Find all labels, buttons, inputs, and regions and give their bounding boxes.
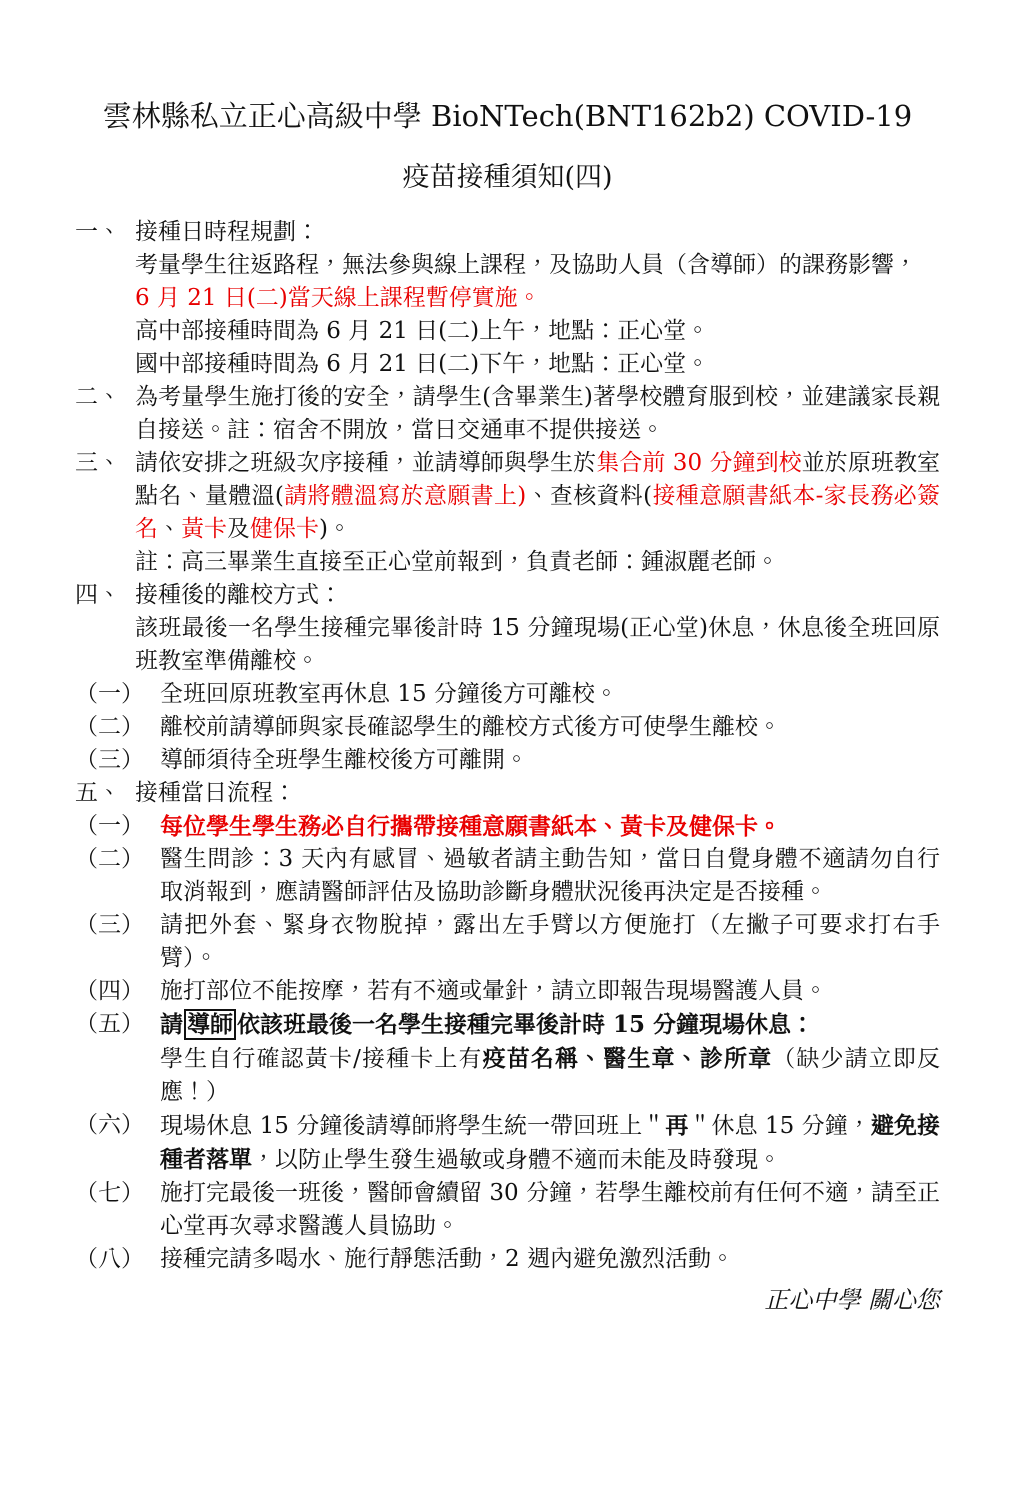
section-5-item-2-text: 醫生問診：3 天內有感冒、過敏者請主動告知，當日自覺身體不適請勿自行取消報到，應請醫師評估及協助診斷身體狀況後再決定是否接種。 — [160, 846, 940, 905]
section-1-line-junior-high-time: 國中部接種時間為 6 月 21 日(二)下午，地點：正心堂。 — [135, 351, 710, 377]
section-5-item-6-text-3: ，以防止學生發生過敏或身體不適而未能及時發現。 — [252, 1147, 781, 1173]
section-5-item-8-number: （八） — [75, 1246, 144, 1272]
section-5-item-5-boxed-teacher: 導師 — [184, 1009, 236, 1040]
section-3-text-4: 、 — [158, 516, 181, 542]
section-5-item-5-number: （五） — [75, 1011, 144, 1037]
section-5-item-4-text: 施打部位不能按摩，若有不適或暈針，請立即報告現場醫護人員。 — [160, 978, 827, 1004]
section-5-item-6-text-2: ＂休息 15 分鐘， — [688, 1113, 871, 1139]
section-5-item-6-number: （六） — [75, 1112, 144, 1138]
section-3-red-consent-form: 接種意願書紙本-家長務必簽名 — [135, 483, 940, 542]
section-3-text-3: 、查核資料( — [526, 483, 653, 509]
section-3-paragraph — [135, 447, 940, 546]
section-2-content — [135, 381, 940, 447]
section-5-item-6-text-1: 現場休息 15 分鐘後請導師將學生統一帶回班上＂ — [160, 1113, 666, 1139]
section-1-number: 一、 — [75, 219, 121, 245]
section-4-item-3 — [75, 744, 940, 777]
section-3-text-6: )。 — [319, 516, 351, 542]
section-5-item-7 — [75, 1177, 940, 1243]
section-4-number: 四、 — [75, 582, 121, 608]
section-1-line-senior-high-time: 高中部接種時間為 6 月 21 日(二)上午，地點：正心堂。 — [135, 318, 710, 344]
section-4-item-2 — [75, 711, 940, 744]
section-4-item-3-text: 導師須待全班學生離校後方可離開。 — [160, 747, 528, 773]
section-3-red-arrival-time: 集合前 30 分鐘到校 — [596, 450, 802, 476]
section-5-item-2-number: （二） — [75, 846, 144, 872]
section-2 — [75, 381, 940, 447]
section-5-item-6-bold-no-straggler: 避免接種者落單 — [160, 1112, 941, 1173]
section-5-item-3-text: 請把外套、緊身衣物脫掉，露出左手臂以方便施打（左撇子可要求打右手臂）。 — [160, 912, 940, 971]
section-2-number: 二、 — [75, 384, 121, 410]
section-5-item-4 — [75, 975, 940, 1008]
section-5-item-6 — [75, 1109, 940, 1177]
section-3-red-yellow-card: 黃卡 — [181, 516, 227, 542]
section-3-text-2: 並於原班教室點名、量體溫( — [135, 450, 941, 509]
section-5-item-6-text — [160, 1109, 940, 1177]
section-2-paragraph: 為考量學生施打後的安全，請學生(含畢業生)著學校體育服到校，並建議家長親自接送。註：宿舍不開放，當日交通車不提供接送。 — [135, 384, 940, 443]
section-5 — [75, 777, 940, 810]
section-3-number: 三、 — [75, 450, 121, 476]
section-1-heading: 接種日時程規劃： — [135, 219, 319, 245]
section-5-item-7-number: （七） — [75, 1180, 144, 1206]
section-5-item-5-bold-1: 請 — [160, 1011, 183, 1038]
section-4-item-1-number: （一） — [75, 681, 144, 707]
section-5-item-5-heading — [160, 1008, 940, 1042]
section-4-item-1 — [75, 678, 940, 711]
section-1-content — [135, 216, 940, 381]
document-body — [75, 216, 940, 1276]
section-3-red-health-card: 健保卡 — [250, 516, 319, 542]
section-3 — [75, 447, 940, 579]
section-5-item-5 — [75, 1008, 940, 1109]
section-5-number: 五、 — [75, 780, 121, 806]
section-4-item-2-number: （二） — [75, 714, 144, 740]
section-3-note: 註：高三畢業生直接至正心堂前報到，負責老師：鍾淑麗老師。 — [135, 549, 779, 575]
section-4 — [75, 579, 940, 678]
section-3-text-1: 請依安排之班級次序接種，並請導師與學生於 — [135, 450, 597, 476]
section-5-item-7-text: 施打完最後一班後，醫師會續留 30 分鐘，若學生離校前有任何不適，請至正心堂再次尋求醫護人員協助。 — [160, 1180, 940, 1239]
section-5-item-5-detail — [160, 1042, 940, 1109]
section-5-item-5-text-1: 學生自行確認黃卡/接種卡上有 — [160, 1046, 483, 1072]
section-5-item-1 — [75, 810, 940, 843]
section-3-content — [135, 447, 940, 579]
section-4-heading: 接種後的離校方式： — [135, 582, 342, 608]
section-5-heading: 接種當日流程： — [135, 780, 296, 806]
section-5-item-6-bold-again: 再 — [665, 1112, 689, 1139]
section-5-item-4-number: （四） — [75, 978, 144, 1004]
section-4-item-1-text: 全班回原班教室再休息 15 分鐘後方可離校。 — [160, 681, 618, 707]
section-1-line-online-class-suspended: 6 月 21 日(二)當天線上課程暫停實施。 — [135, 285, 541, 311]
section-5-item-3 — [75, 909, 940, 975]
section-4-content — [135, 579, 940, 678]
section-4-item-3-number: （三） — [75, 747, 144, 773]
section-5-item-8-text: 接種完請多喝水、施行靜態活動，2 週內避免激烈活動。 — [160, 1246, 734, 1272]
section-5-item-8 — [75, 1243, 940, 1276]
section-1-line-commute: 考量學生往返路程，無法參與線上課程，及協助人員（含導師）的課務影響， — [135, 252, 917, 278]
section-1 — [75, 216, 940, 381]
section-3-red-temperature-note: 請將體溫寫於意願書上) — [283, 483, 527, 509]
document-subtitle: 疫苗接種須知(四) — [402, 162, 613, 193]
section-5-item-5-bold-stamps: 疫苗名稱、醫生章、診所章 — [482, 1045, 773, 1072]
section-5-item-1-number: （一） — [75, 813, 144, 839]
section-5-item-5-text-2: （缺少請立即反應！） — [160, 1046, 940, 1105]
section-5-item-2 — [75, 843, 940, 909]
section-5-item-5-bold-2: 依該班最後一名學生接種完畢後計時 15 分鐘現場休息： — [237, 1011, 815, 1038]
section-4-paragraph: 該班最後一名學生接種完畢後計時 15 分鐘現場(正心堂)休息，休息後全班回原班教室準備離校。 — [135, 615, 940, 674]
document-signature: 正心中學 關心您 — [764, 1286, 940, 1314]
section-4-item-2-text: 離校前請導師與家長確認學生的離校方式後方可使學生離校。 — [160, 714, 781, 740]
section-5-item-1-red-bold-text: 每位學生學生務必自行攜帶接種意願書紙本、黃卡及健保卡。 — [160, 813, 781, 840]
section-5-item-3-number: （三） — [75, 912, 144, 938]
document-title: 雲林縣私立正心高級中學 BioNTech(BNT162b2) COVID-19 — [102, 99, 913, 133]
section-3-text-5: 及 — [227, 516, 250, 542]
